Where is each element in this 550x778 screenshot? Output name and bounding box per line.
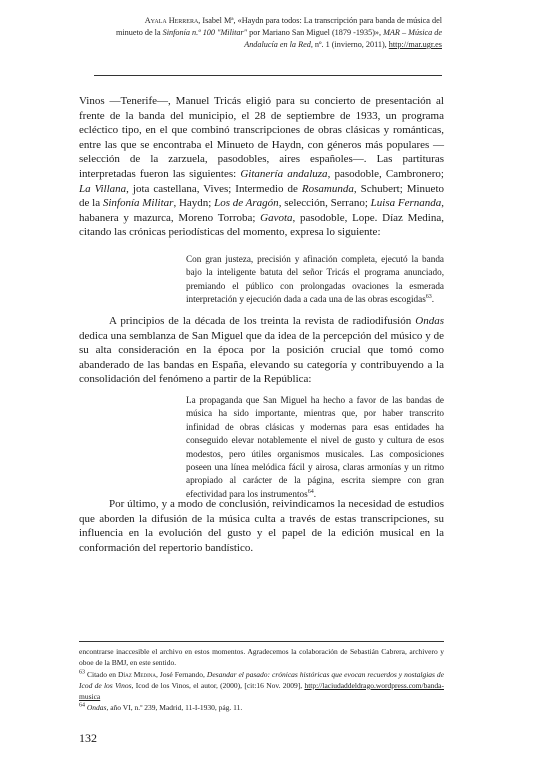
footnotes bbox=[79, 646, 444, 714]
footnote-64 bbox=[79, 702, 444, 713]
footnote-64-number: 64 bbox=[79, 702, 85, 709]
footnote-rule bbox=[79, 641, 444, 642]
block-quote-2 bbox=[186, 394, 444, 501]
text-run: A principios de la década de los treinta la revista de radiodifusión bbox=[109, 315, 416, 327]
header-journal-cont: Andalucía en la Red bbox=[244, 40, 311, 49]
text-run: , pasodoble, Lope. Díaz Medina, citando las crónicas periodísticas del momento, expresa lo siguiente: bbox=[79, 211, 444, 239]
footnote-63-url-link[interactable]: http://laciudaddeldrago.wordpress.com/banda-musica bbox=[79, 680, 444, 702]
header-issue: , nº. 1 (invierno, 2011), bbox=[310, 40, 389, 49]
text-run: La propaganda que San Miguel ha hecho a favor de las bandas de música ha sido importante, mientras que, por haber transcrito infinidad de obras clásicas y modernas para esas entidades ha conseguido elevar notablemente el nivel de gusto y cultura de esos modestos, pero útiles organismos musicales. Las composiciones poseen una línea melódica fácil y airosa, claras armonías y un ritmo apropiado al carácter de la página, escrita siempre con gran efectividad para los instrumentos bbox=[186, 395, 444, 499]
italic-text: Gavota bbox=[260, 211, 293, 224]
footnote-63-author: Díaz Medina bbox=[118, 669, 156, 679]
italic-text: Los de Aragón bbox=[214, 197, 279, 210]
paragraph-1 bbox=[79, 94, 444, 240]
header-line-2 bbox=[70, 27, 442, 39]
italic-text: Gitanería andaluza bbox=[240, 167, 328, 180]
header-article-title: , Isabel Mª, «Haydn para todos: La transcripción para banda de música del bbox=[198, 16, 442, 25]
footnote-text: , año VI, n.º 239, Madrid, 11-I-1930, pág. 11. bbox=[106, 703, 243, 713]
italic-text: Rosamunda bbox=[301, 182, 354, 195]
footnote-64-title: Ondas bbox=[86, 703, 107, 713]
text-run: Vinos —Tenerife—, Manuel Tricás eligió para su concierto de presentación al frente de la banda del municipio, el 28 de septiembre de 1933, un programa ecléctico tipo, en el que combinó transcripciones de obras clásicas y románticas, entre las que se encontraba el Minueto de Haydn, con géneros más populares —selección de la zarzuela, pasodobles, aires españoles—. Las partituras interpretadas fueron las siguientes: bbox=[79, 95, 444, 180]
text-run: dedica una semblanza de San Miguel que da idea de la percepción del músico y de su alta consideración en la época por la posición crucial que tomó como abanderado de las bandas en España, elevando su categoría y contribuyendo a la consolidación del fenómeno a partir de la República: bbox=[79, 329, 444, 386]
header-line-3 bbox=[70, 39, 442, 51]
footnote-text: , Icod de los Vinos, el autor, (2000), [cit:16 Nov. 2009], bbox=[131, 680, 305, 690]
paragraph-3 bbox=[79, 497, 444, 555]
header-text: minueto de la bbox=[116, 28, 163, 37]
header-line-1 bbox=[70, 15, 442, 27]
block-quote-1 bbox=[186, 253, 444, 307]
italic-text: Ondas bbox=[415, 315, 444, 327]
text-run: . bbox=[313, 488, 316, 499]
footnote-63-number: 63 bbox=[79, 669, 85, 676]
header-rule bbox=[94, 75, 442, 76]
footnote-continuation: encontrarse inaccesible el archivo en estos momentos. Agradecemos la colaboración de Sebastián Cabrera, archivero y oboe de la BMJ, en este sentido. bbox=[79, 647, 444, 668]
header-journal: MAR – Música de bbox=[383, 28, 442, 37]
italic-text: Luisa Fernanda bbox=[370, 197, 442, 210]
text-run: , Haydn; bbox=[173, 197, 215, 210]
text-run: Por último, y a modo de conclusión, reivindicamos la necesidad de estudios que aborden la difusión de la música culta a través de estas transcripciones, su influencia en la evolución del gusto y el papel de la edición musical en la conformación del repertorio bandístico. bbox=[79, 498, 444, 554]
footnote-reference: 63 bbox=[425, 294, 432, 301]
footnote-63 bbox=[79, 669, 444, 703]
running-header bbox=[70, 15, 442, 51]
text-run: , jota castellana, Vives; Intermedio de bbox=[126, 182, 302, 195]
footnote-text: Citado en bbox=[85, 669, 119, 679]
footnote-reference: 64 bbox=[307, 488, 314, 495]
text-run: , pasodoble, Cambronero; bbox=[327, 167, 444, 180]
text-run: . bbox=[431, 294, 435, 305]
header-symphony-title: Sinfonía n.º 100 "Militar" bbox=[162, 28, 248, 37]
header-author: Ayala Herrera bbox=[144, 16, 199, 25]
footnote-text: , José Fernando, bbox=[155, 669, 207, 679]
header-text: por Mariano San Miguel (1879 -1935)», bbox=[247, 28, 384, 37]
text-run: , habanera y mazurca, Moreno Torroba; bbox=[79, 197, 444, 224]
paragraph-2 bbox=[79, 314, 444, 387]
italic-text: La Villana bbox=[79, 182, 127, 195]
text-run: , Schubert; Minueto de la bbox=[79, 182, 444, 210]
page-number: 132 bbox=[79, 731, 97, 745]
footnote-63-title: Desandar el pasado: crónicas históricas que evocan recuerdos y nostalgias de Icod de los Vinos bbox=[79, 669, 445, 690]
italic-text: Sinfonía Militar bbox=[102, 197, 174, 210]
text-run: Con gran justeza, precisión y afinación completa, ejecutó la banda bajo la inteligente batuta del señor Tricás el programa anunciado, premiando el público con prolongadas ovaciones la esmerada interpretación y ejecución dada a cada una de las obras escogidas bbox=[186, 254, 444, 305]
text-run: , selección, Serrano; bbox=[278, 197, 371, 210]
header-url-link[interactable]: http://mar.ugr.es bbox=[388, 40, 442, 49]
